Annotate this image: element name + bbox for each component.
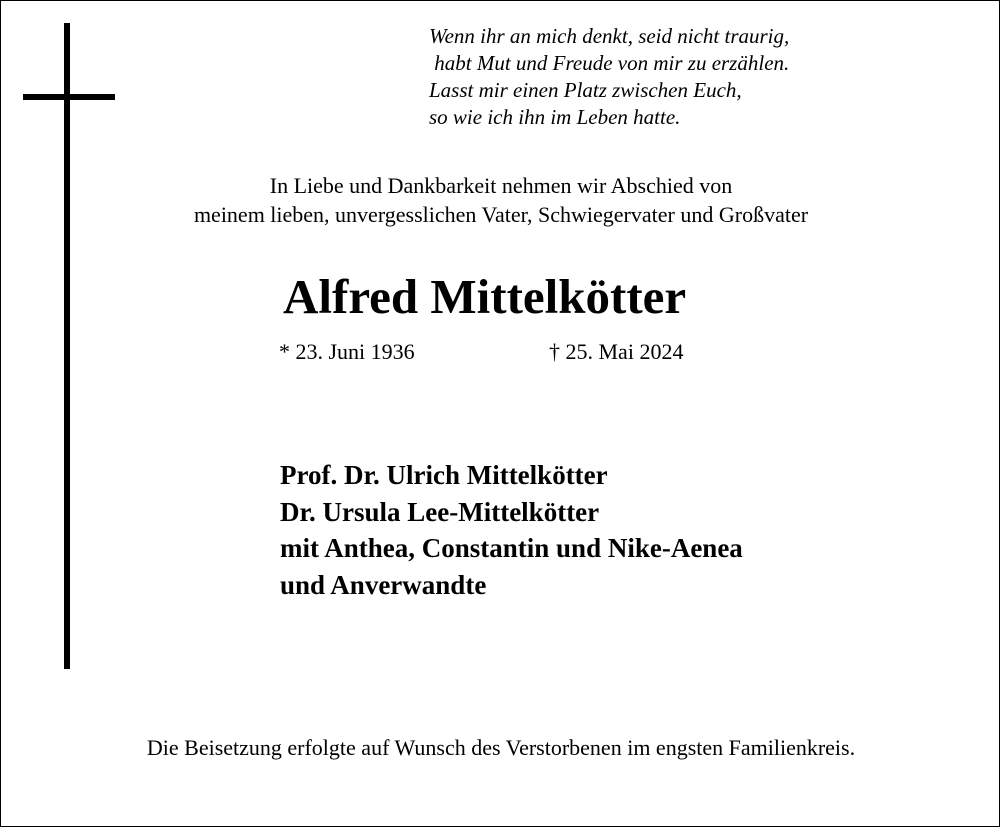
poem-line: habt Mut und Freude von mir zu erzählen.: [429, 51, 790, 75]
birth-date: * 23. Juni 1936: [279, 339, 415, 364]
poem-line: so wie ich ihn im Leben hatte.: [429, 105, 681, 129]
mourners-list: [280, 457, 743, 603]
poem: [429, 23, 869, 131]
cross-horizontal-bar: [23, 94, 115, 100]
intro-text: [1, 171, 1000, 229]
mourner-line: und Anverwandte: [280, 569, 487, 600]
poem-line: Wenn ihr an mich denkt, seid nicht traurig,: [429, 24, 790, 48]
burial-note: Die Beisetzung erfolgte auf Wunsch des Verstorbenen im engsten Familienkreis.: [146, 735, 856, 760]
mourner-line: Dr. Ursula Lee-Mittelkötter: [280, 496, 600, 527]
deceased-name: Alfred Mittelkötter: [283, 269, 687, 324]
intro-line: meinem lieben, unvergesslichen Vater, Schwiegervater und Großvater: [193, 202, 809, 227]
poem-line: Lasst mir einen Platz zwischen Euch,: [429, 78, 742, 102]
death-date: † 25. Mai 2024: [549, 339, 684, 364]
cross-vertical-bar: [64, 23, 70, 669]
mourner-line: Prof. Dr. Ulrich Mittelkötter: [280, 460, 608, 490]
mourner-line: mit Anthea, Constantin und Nike-Aenea: [280, 533, 743, 563]
intro-line: In Liebe und Dankbarkeit nehmen wir Abschied von: [269, 173, 733, 198]
